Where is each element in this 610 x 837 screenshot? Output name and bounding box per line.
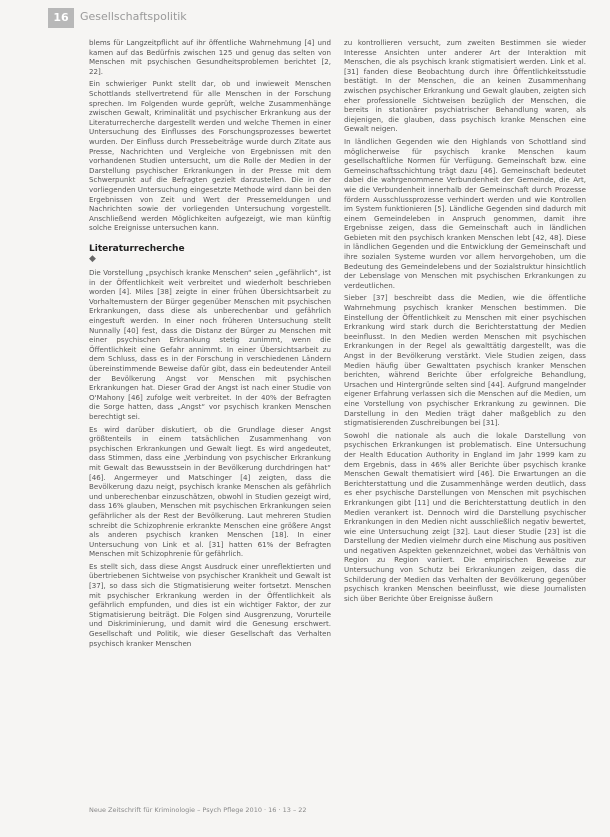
page-footer: Neue Zeitschrift für Kriminologie – Psych Pflege 2010 · 16 · 13 – 22 xyxy=(89,806,307,814)
right-column xyxy=(344,38,586,803)
left-column xyxy=(89,38,331,798)
diamond-icon: ◆ xyxy=(89,254,96,265)
paragraph: Die Vorstellung „psychisch kranke Menschen“ seien „gefährlich“, ist in der Öffentlichkeit weit verbreitet und wiederholt beschrieben worden [4]. Miles [38] zeigte in einer frühen Übersichtsarbeit zu Vorhaltemustern der Bürger gegenüber Menschen mit psychischen Erkrankungen, dass diese als unberechenbar und gefährlich eingestuft werden. In einer noch früheren Untersuchung stellt Nunnally [40] fest, dass die Distanz der Bürger zu Menschen mit einer psychischen Erkrankung stetig zunimmt, wenn die Öffentlichkeit eine Gefahr annimmt. In einer Übersichtsarbeit zu dem Schluss, dass es in der Forschung in verschiedenen Ländern übereinstimmende Beweise dafür gibt, dass ein bedeutender Anteil der Bevölkerung Angst vor Menschen mit psychischen Erkrankungen hat. Dieser Grad der Angst ist nach einer Studie von O'Mahony [46] zufolge weit verbreitet. In der 40% der Befragten die Sorge hatten, dass „Angst“ vor psychisch kranken Menschen berechtigt sei. xyxy=(89,268,331,421)
paragraph: zu kontrollieren versucht, zum zweiten Bestimmen sie wieder Interesse Ansichten unter anderer Art der Interaktion mit Menschen, die als psychisch krank stigmatisiert werden. Link et al. [31] fanden diese Beobachtung durch ihre Öffentlichkeitsstudie bestätigt. In der Menschen, die an keinen Zusammenhang zwischen psychischer Erkrankung und Gewalt glauben, zeigten sich eher professionelle Sichtweisen bezüglich der Menschen, die bereits in stationärer psychiatrischer Behandlung waren, als diejenigen, die glauben, dass psychisch kranke Menschen eine Gewalt neigen. xyxy=(344,38,586,134)
page-number: 16 xyxy=(48,8,74,28)
section-heading: Literaturrecherche xyxy=(89,243,185,254)
paragraph: Sowohl die nationale als auch die lokale Darstellung von psychischen Erkrankungen ist problematisch. Eine Untersuchung der Health Education Authority in England im Jahr 1999 kam zu dem Ergebnis, dass in 46% aller Berichte über psychisch kranke Menschen Gewalt thematisiert wird [46]. Die Erwartungen an die Berichterstattung und die Zusammenhänge werden deutlich, dass es eher psychische Darstellungen von Menschen mit psychischen Erkrankungen gibt [11] und die Berichterstattung deutlich in den Medien verankert ist. Dennoch wird die Darstellung psychischer Erkrankungen in den Medien nicht ausschließlich negativ bewertet, wie eine Untersuchung zeigt [32]. Laut dieser Studie [23] ist die Darstellung der Medien vielmehr durch eine Mischung aus positiven und negativen Aspekten gekennzeichnet, wobei das Verhältnis von Region zu Region variiert. Die empirischen Beweise zur Untersuchung von Schutz bei Erkrankungen zeigen, dass die Schilderung der Medien das Verhalten der Bevölkerung gegenüber psychisch kranken Menschen beeinflusst, wie diese Journalisten sich über Berichte über Ereignisse äußern xyxy=(344,430,586,603)
paragraph: Sieber [37] beschreibt dass die Medien, wie die öffentliche Wahrnehmung psychisch kranker Menschen bestimmen. Die Einstellung der Öffentlichkeit zu Menschen mit einer psychischen Erkrankung wird stark durch die Berichterstattung der Medien beeinflusst. In den Medien werden Menschen mit psychischen Erkrankungen in der Regel als gewalttätig dargestellt, was die Angst in der Bevölkerung verstärkt. Viele Studien zeigen, dass Medien häufig über Gewalttaten psychisch kranker Menschen berichten, während Berichte über erfolgreiche Behandlung, Ursachen und Hintergründe selten sind [44]. Aufgrund mangelnder eigener Erfahrung verlassen sich die Menschen auf die Medien, um eine Vorstellung von psychischer Erkrankung zu gewinnen. Die Darstellung in den Medien trägt daher maßgeblich zu den stigmatisierenden Zuschreibungen bei [31]. xyxy=(344,293,586,428)
section-title: Gesellschaftspolitik xyxy=(80,10,187,23)
paragraph: In ländlichen Gegenden wie den Highlands von Schottland sind möglicherweise für psychisch kranke Menschen kaum gesellschaftliche Normen für Verfügung. Gemeinschaft bzw. eine Gemeinschaftsschichtung trägt dazu [46]. Gemeinschaft bedeutet dabei die wahrgenommene Verbundenheit der Gemeinde, die Art, wie die Verbundenheit innerhalb der Gemeinschaft durch Prozesse fördern Ausschlussprozesse verhindert werden und wie Kontrollen im System funktionieren [5]. Ländliche Gegenden sind dadurch mit einem Gemeindeleben in Anspruch genommen, damit ihre Ergebnisse zeigen, dass die Gemeinschaft auch in ländlichen Gebieten mit den psychisch kranken Menschen lebt [42, 48]. Diese in ländlichen Gegenden und die Entwicklung der Gemeinschaft und ihre sozialen Systeme wurden vor allem hervorgehoben, um die Bedeutung des Gemeindelebens und der Sozialstruktur hinsichtlich der Lebenslage von Menschen mit psychischen Erkrankungen zu verdeutlichen. xyxy=(344,136,586,290)
paragraph: Ein schwieriger Punkt stellt dar, ob und inwieweit Menschen Schottlands stellvertretend für alle Menschen in der Forschung sprechen. Im Folgenden wurde geprüft, welche Zusammenhänge zwischen Gewalt, Kriminalität und psychischer Erkrankung aus der Literaturrecherche dargestellt werden und welche Themen in einer Untersuchung des Einflusses des Forschungsprozesses bewertet wurden. Der Einfluss durch Pressebeiträge wurde durch Zitate aus Presse, Nachrichten und Vergleiche von Ergebnissen mit den vorhandenen Studien untersucht, um die Rolle der Medien in der Darstellung psychischer Erkrankungen in der Presse mit dem Schwerpunkt auf die Befragten gezielt darzustellen. Die in der vorliegenden Untersuchung eingesetzte Methode wird dann bei den Ergebnissen von Zeit und Wert der Pressemeldungen und Nachrichten sowie der vorliegenden Untersuchung vorgestellt. Anschließend werden Möglichkeiten aufgezeigt, wie man künftig solche Ereignisse untersuchen kann. xyxy=(89,79,331,233)
paragraph: Es stellt sich, dass diese Angst Ausdruck einer unreflektierten und übertriebenen Sichtweise von psychischer Krankheit und Gewalt ist [37], so dass sich die Stigmatisierung weiter fortsetzt. Menschen mit psychischer Erkrankung werden in der Öffentlichkeit als gefährlich empfunden, und dies ist ein wichtiger Faktor, der zur Stigmatisierung beiträgt. Die Folgen sind Ausgrenzung, Vorurteile und Diskriminierung, und damit wird die Genesung erschwert. Gesellschaft und Politik, wie dieser Gesellschaft das Verhalten psychisch kranker Menschen xyxy=(89,561,331,648)
page-header xyxy=(0,0,610,28)
paragraph: Es wird darüber diskutiert, ob die Grundlage dieser Angst größtenteils in einem tatsächlichen Zusammenhang von psychischen Erkrankungen und Gewalt liegt. Es wird angedeutet, dass Stimmen, dass eine „Verbindung von psychischer Erkrankung mit Gewalt das Bewusstsein in der Bevölkerung durchdringen hat“ [46]. Angermeyer und Matschinger [4] zeigten, dass die Bevölkerung dazu neigt, psychisch kranke Menschen als gefährlich und unberechenbar einzuschätzen, obwohl in Studien gezeigt wird, dass 16% glauben, Menschen mit psychischen Erkrankungen seien gefährlicher als der Rest der Bevölkerung. Laut mehreren Studien schreibt die Schizophrenie erkrankte Menschen eine größere Angst als anderen psychisch kranken Menschen [18]. In einer Untersuchung von Link et al. [31] hatten 61% der Befragten Menschen mit Schizophrenie für gefährlich. xyxy=(89,424,331,559)
paragraph: blems für Langzeitpflicht auf ihr öffentliche Wahrnehmung [4] und kamen auf das Bedürfnis zwischen 125 und genug das selten von Menschen mit psychischen Gesundheitsproblemen berichtet [2, 22]. xyxy=(89,38,331,76)
